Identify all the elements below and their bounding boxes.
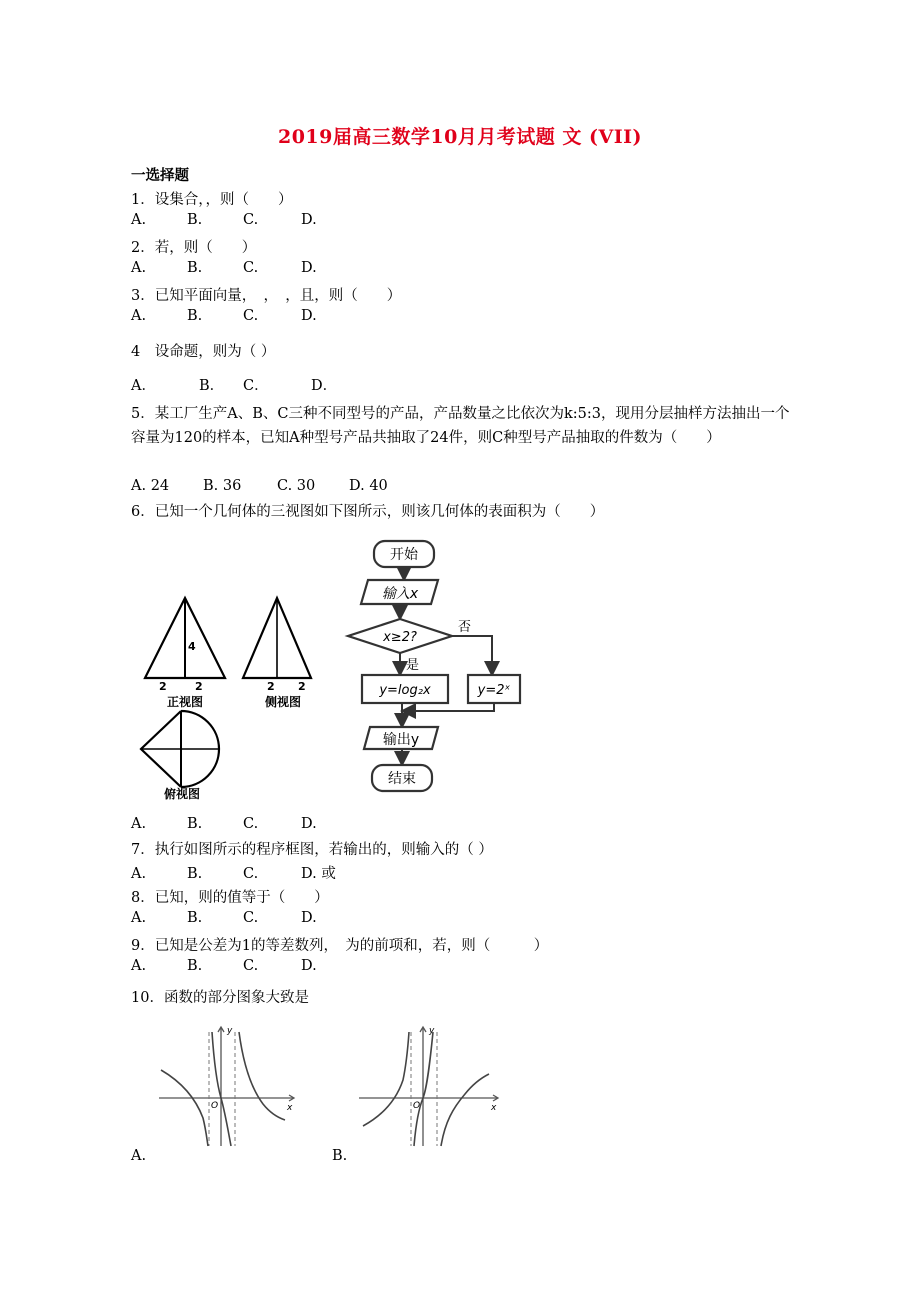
question-2: 2．若，则（ ） <box>131 240 257 256</box>
option-b: B. <box>187 260 203 276</box>
option-d: D. <box>301 260 317 276</box>
option-b: B. <box>187 866 203 882</box>
option-b-label: B. <box>332 1148 348 1164</box>
option-c: C. <box>243 866 259 882</box>
y-axis-label: y <box>227 1026 233 1036</box>
front-view-caption: 正视图 <box>167 695 204 709</box>
option-c: C. <box>243 212 259 228</box>
option-a-label: A. <box>131 1148 147 1164</box>
option-a: A. 24 <box>131 478 170 494</box>
front-left-base-label: 2 <box>159 680 167 693</box>
input-label: 输入x <box>381 586 419 602</box>
question-10: 10．函数的部分图象大致是 <box>131 990 309 1006</box>
option-d: D． <box>311 378 338 394</box>
question-1-options <box>131 212 317 228</box>
origin-label: O <box>413 1101 421 1111</box>
option-b: B. <box>187 212 203 228</box>
curve-right <box>441 1074 489 1146</box>
question-4-options <box>131 374 337 395</box>
question-8: 8．已知，则的值等于（ ） <box>131 890 329 906</box>
option-c: C. 30 <box>277 478 316 494</box>
option-d: D. <box>301 212 317 228</box>
side-left-base-label: 2 <box>267 680 275 693</box>
flowchart <box>340 533 540 803</box>
option-c: C. <box>243 308 259 324</box>
log-branch-label: y=log₂x <box>379 683 431 698</box>
option-a: A. <box>131 816 147 832</box>
start-label: 开始 <box>390 547 418 563</box>
option-d: D. <box>301 816 317 832</box>
question-7-options <box>131 862 336 883</box>
option-b: B. <box>187 910 203 926</box>
option-d: D. 40 <box>349 478 388 494</box>
option-c: C. <box>243 260 259 276</box>
origin-label: O <box>211 1101 219 1111</box>
height-label: 4 <box>188 640 196 653</box>
side-right-base-label: 2 <box>298 680 306 693</box>
option-b: B. <box>187 816 203 832</box>
question-5-options <box>131 478 388 494</box>
exp-branch-label: y=2ˣ <box>477 683 511 698</box>
option-a: A. <box>131 958 147 974</box>
front-right-base-label: 2 <box>195 680 203 693</box>
no-label: 否 <box>458 620 472 635</box>
three-view-figure <box>131 592 345 804</box>
curve-left <box>363 1032 409 1126</box>
question-5: 5．某工厂生产A、B、C三种不同型号的产品，产品数量之比依次为k:5:3，现用分层抽样方法抽出一个容量为120的样本，已知A种型号产品共抽取了24件，则C种型号产品抽取的件数为（ ） <box>131 406 790 446</box>
option-a: A. <box>131 260 147 276</box>
yes-label: 是 <box>406 658 420 673</box>
y-axis-label: y <box>429 1026 435 1036</box>
graph-option-a <box>155 1022 300 1148</box>
option-a: A. <box>131 866 147 882</box>
x-axis-label: x <box>287 1103 293 1113</box>
question-7: 7．执行如图所示的程序框图，若输出的，则输入的（ ） <box>131 842 493 858</box>
curve-left <box>161 1070 208 1146</box>
option-d: D. <box>301 958 317 974</box>
option-d: D. 或 <box>301 866 336 882</box>
option-b: B. 36 <box>203 478 242 494</box>
curve-right <box>239 1032 285 1120</box>
question-6: 6．已知一个几何体的三视图如下图所示，则该几何体的表面积为（ ） <box>131 504 605 520</box>
option-c: C. <box>243 958 259 974</box>
graph-option-b <box>355 1022 505 1148</box>
end-label: 结束 <box>388 771 416 787</box>
option-b: B. <box>187 958 203 974</box>
question-1: 1．设集合，，则（ ） <box>131 192 293 208</box>
question-3-options <box>131 308 317 324</box>
question-8-options <box>131 910 317 926</box>
option-b: B． <box>199 378 225 394</box>
option-a: A. <box>131 910 147 926</box>
option-a: A. <box>131 308 147 324</box>
side-view-caption: 侧视图 <box>265 695 302 709</box>
question-6-options <box>131 816 317 832</box>
condition-label: x≥2? <box>383 630 417 645</box>
option-b: B. <box>187 308 203 324</box>
question-2-options <box>131 260 317 276</box>
top-view-caption: 俯视图 <box>164 787 201 801</box>
question-3: 3．已知平面向量， ， ，且，则（ ） <box>131 288 402 304</box>
option-c: C. <box>243 910 259 926</box>
x-axis-label: x <box>491 1103 497 1113</box>
option-c: C. <box>243 816 259 832</box>
question-4: 4 设命题，则为（ ） <box>131 344 276 360</box>
option-a: A． <box>131 378 156 394</box>
option-d: D. <box>301 308 317 324</box>
output-label: 输出y <box>382 732 420 748</box>
option-c: C． <box>243 378 269 394</box>
question-9-options <box>131 958 317 974</box>
option-a: A. <box>131 212 147 228</box>
option-d: D. <box>301 910 317 926</box>
question-9: 9．已知是公差为1的等差数列， 为的前项和，若，则（ ） <box>131 938 549 954</box>
page-title: 2019届高三数学10月月考试题 文 (VII) <box>277 126 643 148</box>
section-heading: 一选择题 <box>131 167 189 184</box>
